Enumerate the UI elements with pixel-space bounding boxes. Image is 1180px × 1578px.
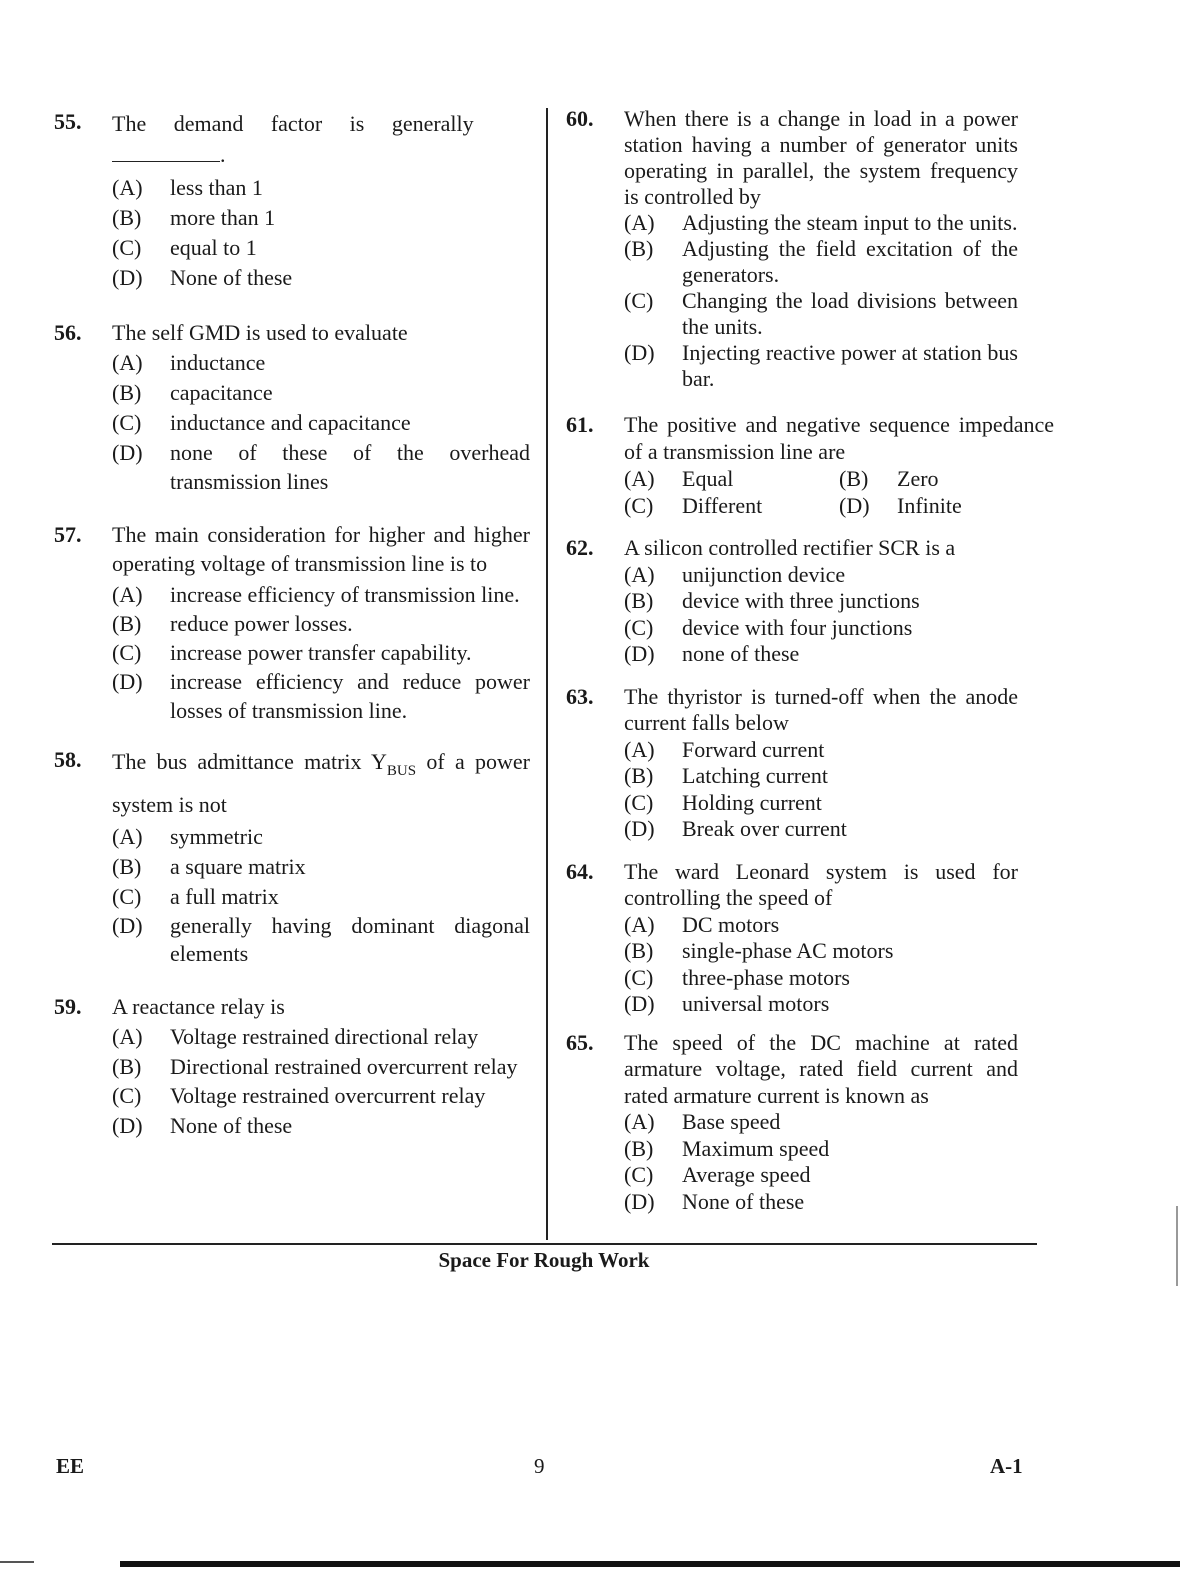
option-a[interactable]: (A) Base speed: [624, 1109, 781, 1134]
option-d[interactable]: (D) universal motors: [624, 991, 830, 1016]
scan-bottom-bar: [120, 1561, 1180, 1567]
subject-code: EE: [56, 1454, 85, 1478]
option-b[interactable]: (B) reduce power losses.: [112, 611, 353, 636]
section-divider: [52, 1243, 1037, 1245]
question-stem: The positive and negative sequence impedance of a transmission line are: [624, 412, 1054, 464]
scan-right-edge: [1176, 1206, 1178, 1286]
question-number: 61.: [566, 412, 594, 437]
question-stem: The main consideration for higher and higher operating voltage of transmission line is to: [112, 522, 530, 576]
question-number: 59.: [54, 994, 82, 1019]
option-a[interactable]: (A) symmetric: [112, 824, 263, 849]
question-stem: The bus admittance matrix $Y_{BUS}$ of a power system is not: [112, 749, 530, 817]
option-c[interactable]: (C) inductance and capacitance: [112, 410, 411, 435]
option-a[interactable]: (A) unijunction device: [624, 561, 846, 587]
question-number: 63.: [566, 683, 594, 709]
right-column: [566, 104, 1054, 1215]
question-number: 60.: [566, 106, 594, 131]
option-b[interactable]: (B) Maximum speed: [624, 1135, 830, 1161]
question-number: 56.: [54, 320, 82, 345]
option-d[interactable]: (D) Break over current: [624, 816, 847, 841]
option-d[interactable]: (D) None of these: [112, 1113, 293, 1138]
scan-edge-mark: [0, 1561, 34, 1563]
option-a[interactable]: (A) Forward current: [624, 736, 825, 762]
option-d[interactable]: (D) Injecting reactive power at station bus bar.: [624, 340, 1018, 391]
option-b[interactable]: (B) single-phase AC motors: [624, 938, 894, 963]
option-b[interactable]: (B) Directional restrained overcurrent relay: [112, 1054, 518, 1079]
question-stem: The thyristor is turned-off when the anode current falls below: [624, 683, 1018, 735]
option-d[interactable]: (D) None of these: [112, 265, 293, 290]
option-a[interactable]: (A) Equal: [624, 466, 734, 491]
option-a[interactable]: (A) DC motors: [624, 911, 780, 937]
question-stem: When there is a change in load in a power station having a number of generator units operating in parallel, the system frequency is controlled by: [624, 106, 1018, 209]
question-stem: The self GMD is used to evaluate: [112, 320, 408, 345]
question-number: 65.: [566, 1029, 594, 1055]
option-c[interactable]: (C) increase power transfer capability.: [112, 640, 472, 665]
option-a[interactable]: (A) Adjusting the steam input to the units.: [624, 210, 1018, 235]
question-number: 58.: [54, 747, 82, 772]
question-63: [566, 684, 1018, 843]
option-b[interactable]: (B) a square matrix: [112, 854, 306, 879]
rough-work-heading: Space For Rough Work: [438, 1248, 650, 1272]
question-64: [566, 859, 1018, 1018]
question-65: [566, 1030, 1018, 1216]
question-stem: The ward Leonard system is used for controlling the speed of: [624, 858, 1018, 910]
option-d[interactable]: (D) None of these: [624, 1188, 805, 1214]
question-number: 55.: [54, 109, 82, 134]
question-62: [566, 535, 1018, 668]
option-c[interactable]: (C) Average speed: [624, 1162, 811, 1187]
option-a[interactable]: (A) inductance: [112, 350, 266, 375]
option-d[interactable]: (D) generally having dominant diagonal elements: [112, 913, 530, 966]
option-c[interactable]: (C) device with four junctions: [624, 614, 913, 640]
question-stem: A silicon controlled rectifier SCR is a: [624, 535, 956, 560]
question-number: 57.: [54, 522, 82, 547]
question-55: [54, 108, 530, 293]
question-number: 64.: [566, 858, 594, 884]
column-divider: [546, 108, 548, 1240]
option-b[interactable]: (B) capacitance: [112, 380, 273, 405]
question-stem: The demand factor is generally .: [112, 111, 474, 167]
option-d[interactable]: (D) Infinite: [839, 492, 962, 518]
series-code: A-1: [990, 1454, 1023, 1478]
option-c[interactable]: (C) a full matrix: [112, 884, 279, 909]
question-61: [566, 412, 1054, 519]
option-a[interactable]: (A) increase efficiency of transmission line.: [112, 582, 520, 607]
option-c[interactable]: (C) Voltage restrained overcurrent relay: [112, 1083, 486, 1108]
option-c[interactable]: (C) Holding current: [624, 789, 822, 815]
answer-blank: [112, 141, 220, 162]
question-57: [54, 520, 530, 725]
option-a[interactable]: (A) Voltage restrained directional relay: [112, 1024, 479, 1049]
option-b[interactable]: (B) Adjusting the field excitation of the generators.: [624, 236, 1018, 287]
option-c[interactable]: (C) three-phase motors: [624, 964, 850, 990]
question-stem: The speed of the DC machine at rated armature voltage, rated field current and rated armature current is known as: [624, 1029, 1018, 1108]
option-c[interactable]: (C) Different: [624, 492, 763, 518]
option-b[interactable]: (B) device with three junctions: [624, 588, 920, 613]
question-58: [54, 745, 530, 968]
option-c[interactable]: (C) Changing the load divisions between the units.: [624, 288, 1018, 339]
option-d[interactable]: (D) increase efficiency and reduce power losses of transmission line.: [112, 669, 530, 723]
question-stem: A reactance relay is: [112, 994, 285, 1019]
option-d[interactable]: (D) none of these of the overhead transmission lines: [112, 440, 530, 494]
question-59: [54, 992, 530, 1141]
option-b[interactable]: (B) Latching current: [624, 763, 828, 788]
question-60: [566, 106, 1018, 392]
left-column: [54, 104, 530, 1141]
page-number: 9: [534, 1454, 545, 1478]
question-number: 62.: [566, 535, 594, 560]
option-c[interactable]: (C) equal to 1: [112, 235, 257, 260]
option-a[interactable]: (A) less than 1: [112, 175, 263, 200]
question-56: [54, 318, 530, 496]
option-d[interactable]: (D) none of these: [624, 641, 800, 666]
option-b[interactable]: (B) Zero: [839, 466, 939, 491]
option-b[interactable]: (B) more than 1: [112, 205, 276, 230]
